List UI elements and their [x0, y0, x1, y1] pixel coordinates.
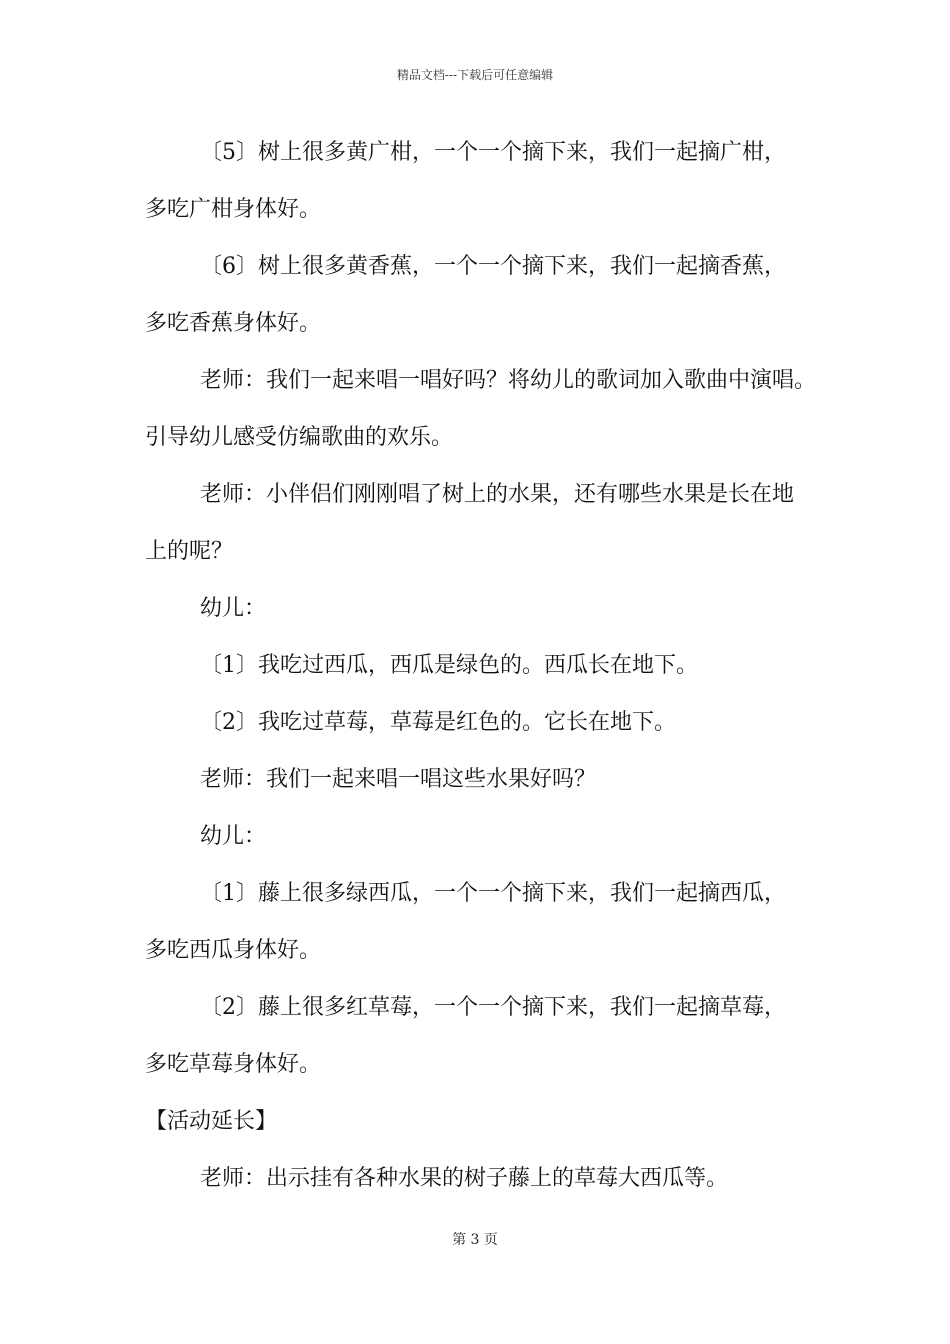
paragraph-line: 多吃广柑身体好。: [145, 197, 322, 222]
paragraph-line: 〔1〕我吃过西瓜，西瓜是绿色的。西瓜长在地下。: [200, 653, 698, 678]
page-header: 精品文档---下载后可任意编辑: [396, 68, 554, 82]
paragraph-line: 〔1〕藤上很多绿西瓜，一个一个摘下来，我们一起摘西瓜，: [200, 881, 786, 906]
paragraph-line: 〔5〕树上很多黄广柑，一个一个摘下来，我们一起摘广柑，: [200, 140, 786, 165]
paragraph-line: 老师：我们一起来唱一唱这些水果好吗？: [200, 767, 597, 792]
paragraph-line: 〔6〕树上很多黄香蕉，一个一个摘下来，我们一起摘香蕉，: [200, 254, 786, 279]
page-number: 第 3 页: [452, 1232, 498, 1248]
paragraph-line: 引导幼儿感受仿编歌曲的欢乐。: [145, 425, 454, 450]
paragraph-line: 〔2〕藤上很多红草莓，一个一个摘下来，我们一起摘草莓，: [200, 995, 786, 1020]
paragraph-line: 老师：我们一起来唱一唱好吗？将幼儿的歌词加入歌曲中演唱。: [200, 368, 817, 393]
paragraph-line: 〔2〕我吃过草莓，草莓是红色的。它长在地下。: [200, 710, 676, 735]
paragraph-line: 老师：出示挂有各种水果的树子藤上的草莓大西瓜等。: [200, 1166, 729, 1191]
paragraph-line: 多吃香蕉身体好。: [145, 311, 322, 336]
paragraph-line: 幼儿：: [200, 596, 267, 621]
section-heading: 【活动延长】: [145, 1109, 278, 1134]
paragraph-line: 多吃西瓜身体好。: [145, 938, 322, 963]
paragraph-line: 上的呢？: [145, 539, 234, 564]
paragraph-line: 老师：小伴侣们刚刚唱了树上的水果，还有哪些水果是长在地: [200, 482, 795, 507]
paragraph-line: 幼儿：: [200, 824, 267, 849]
paragraph-line: 多吃草莓身体好。: [145, 1052, 322, 1077]
